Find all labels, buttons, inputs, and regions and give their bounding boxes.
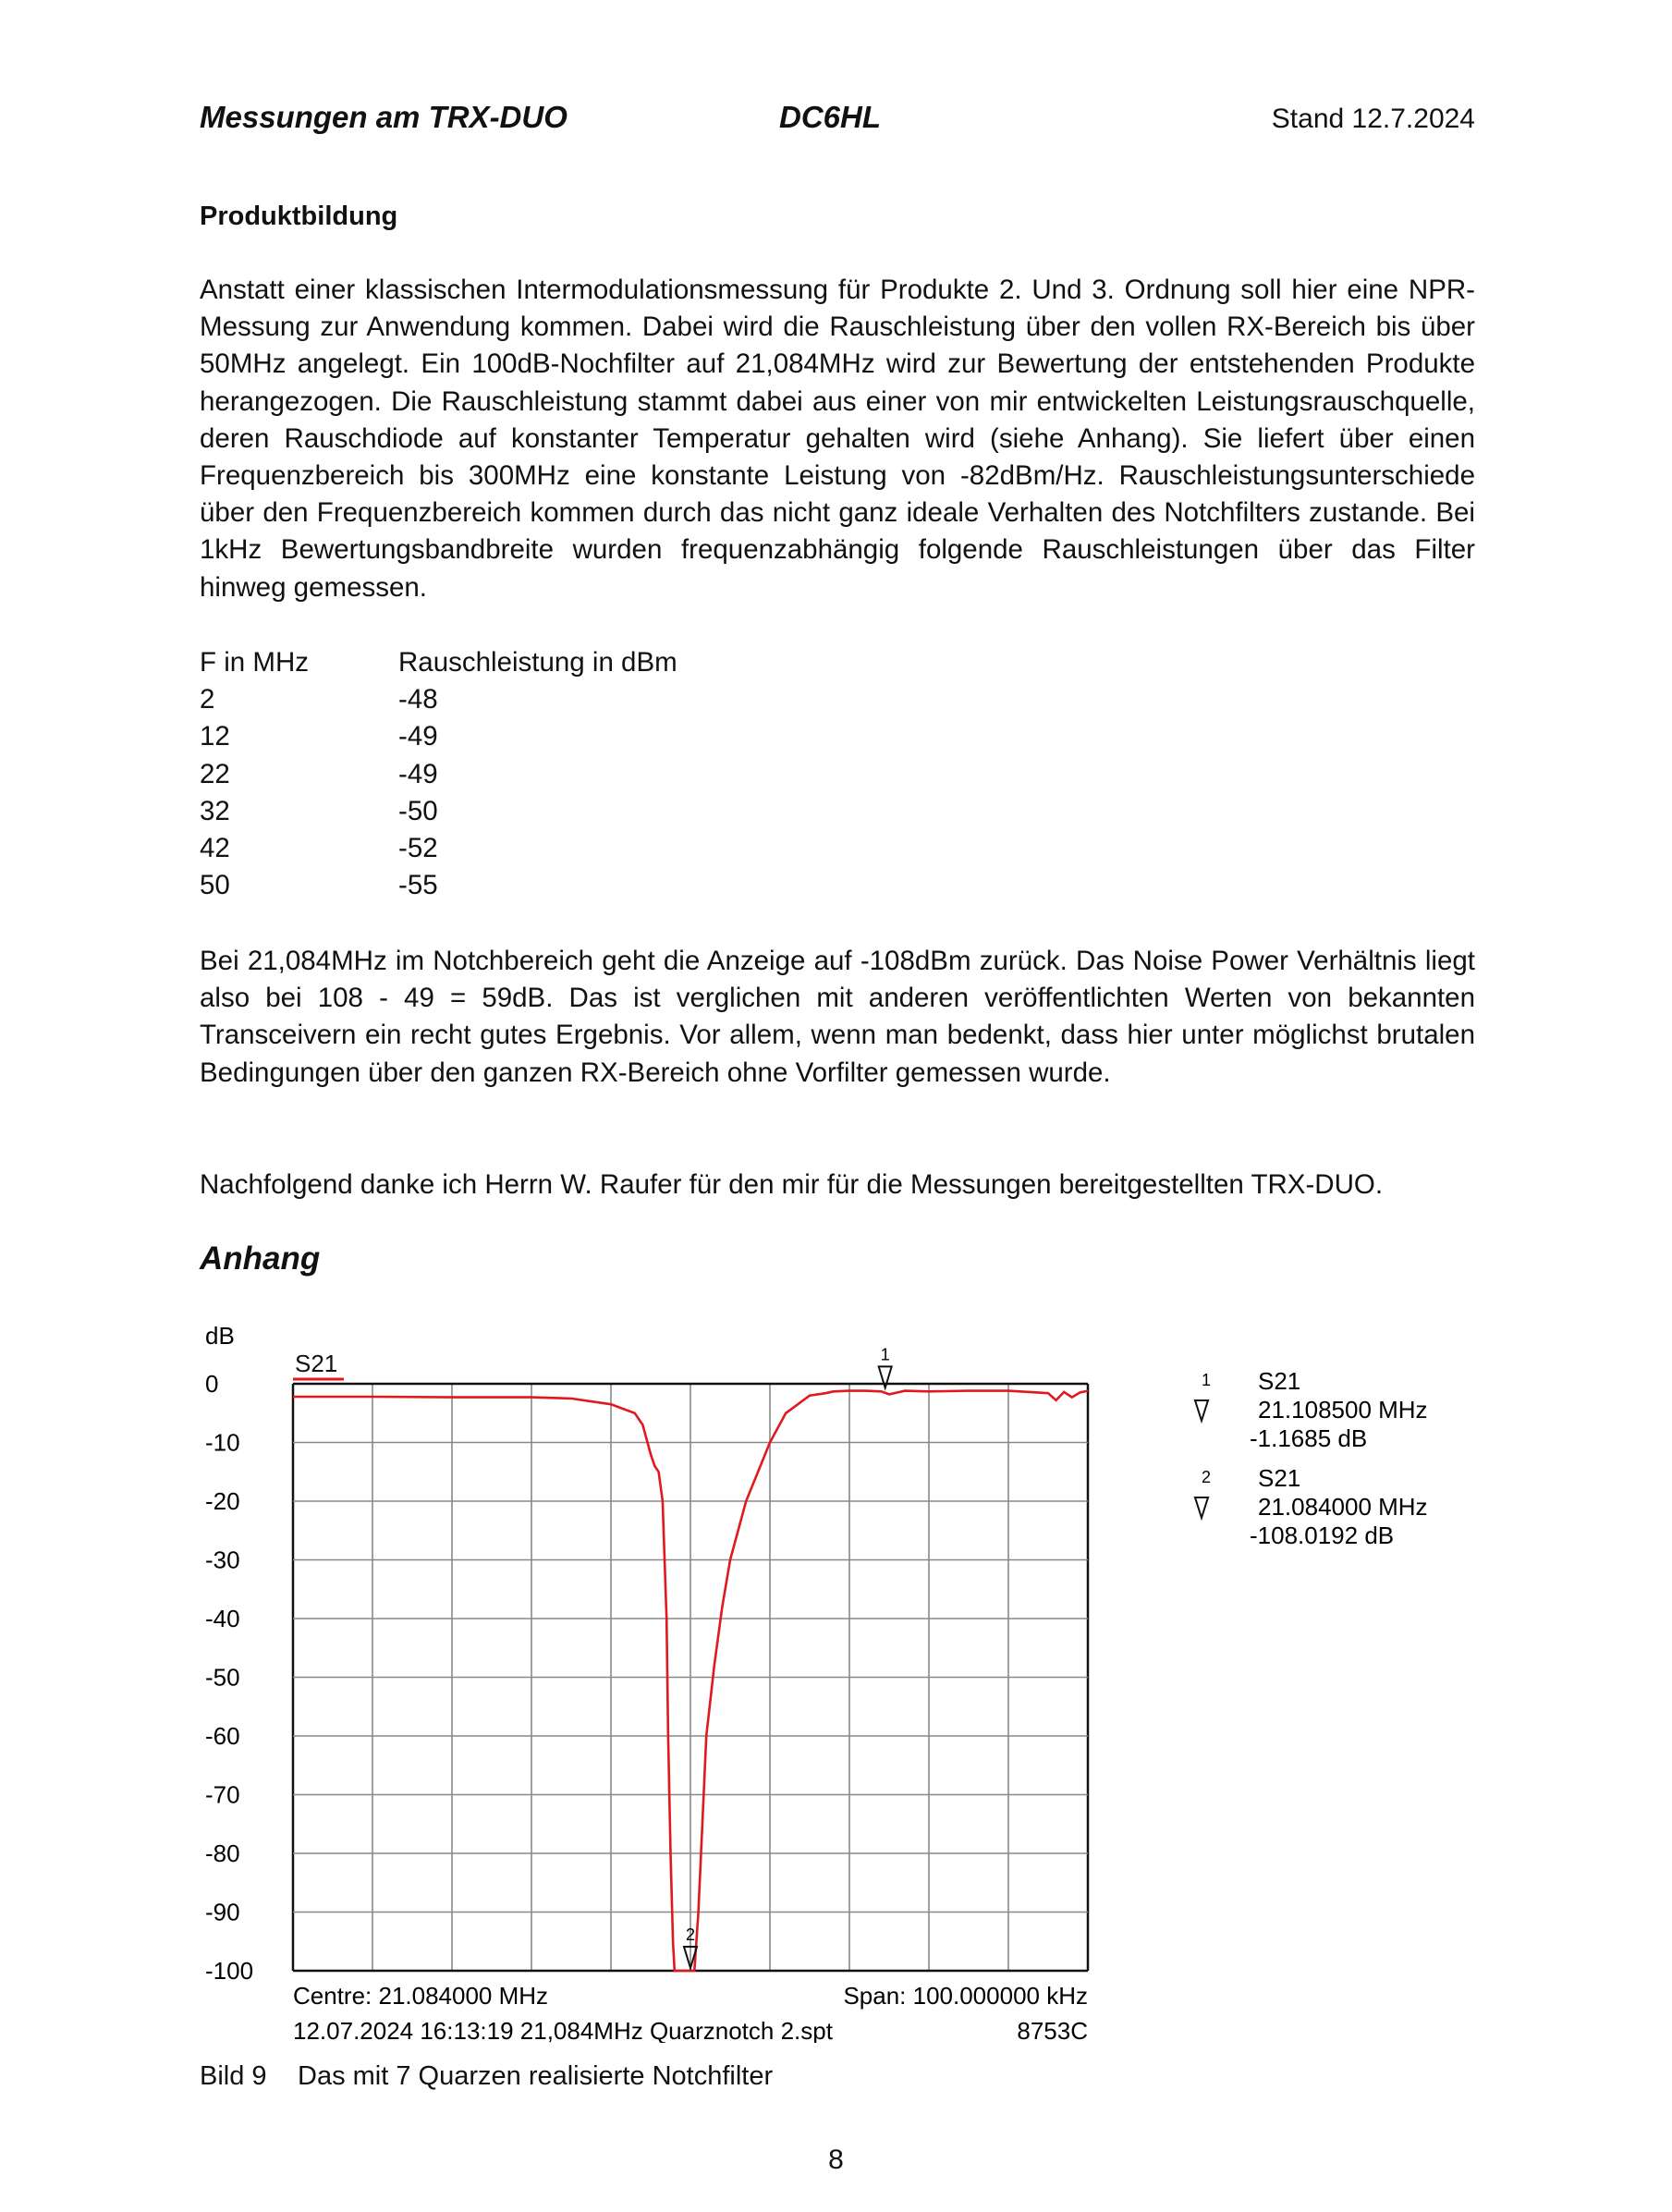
figure-caption-text: Das mit 7 Quarzen realisierte Notchfilter: [298, 2061, 774, 2091]
marker-1-label: 1: [880, 1345, 890, 1364]
table-cell-noise-power: -52: [398, 832, 438, 863]
y-tick-labels: [205, 1370, 253, 1985]
paragraph-intro-text: Anstatt einer klassischen Intermodulationsmessung für Produkte 2. Und 3. Ordnung soll hier eine NPR-Messung zur Anwendung kommen. Dabei wird die Rauschleistung über den vollen RX-Bereich bis über 50MHz angelegt. Ein 100dB-Nochfilter auf 21,084MHz wird zur Bewertung der entstehenden Produkte herangezogen. Die Rauschleistung stammt dabei aus einer von mir entwickelten Leistungsrauschquelle, deren Rauschdiode auf konstanter Temperatur gehalten wird (siehe Anhang). Sie liefert über einen Frequenzbereich bis 300MHz eine konstante Leistung von -82dBm/Hz. Rauschleistungsunterschiede über den Frequenzbereich kommen durch das nicht ganz ideale Verhalten des Notchfilters zustande. Bei 1kHz Bewertungsbandbreite wurden frequenzabhängig folgende Rauschleistungen über das Filter hinweg gemessen.: [200, 275, 1475, 603]
table-row: [200, 756, 847, 793]
marker-2-readout-value: -108.0192 dB: [1250, 1522, 1395, 1549]
paragraph-intro: [200, 272, 1475, 606]
marker-1-readout-value: -1.1685 dB: [1250, 1424, 1368, 1452]
y-tick-label: -70: [205, 1780, 240, 1809]
table-row: [200, 681, 847, 718]
centre-frequency: Centre: 21.084000 MHz: [293, 1982, 549, 2010]
paragraph-result-text: Bei 21,084MHz im Notchbereich geht die Anzeige auf -108dBm zurück. Das Noise Power Verhältnis liegt also bei 108 - 49 = 59dB. Das ist verglichen mit anderen veröffentlichten Werten von bekannten Transceivern ein recht gutes Ergebnis. Vor allem, wenn man bedenkt, dass hier unter möglichst brutalen Bedingungen über den ganzen RX-Bereich ohne Vorfilter gemessen wurde.: [200, 946, 1475, 1088]
marker-2-label: 2: [685, 1925, 696, 1944]
y-tick-label: -20: [205, 1487, 240, 1515]
file-info: 12.07.2024 16:13:19 21,084MHz Quarznotch 2.spt: [293, 2017, 833, 2043]
y-tick-label: -100: [205, 1957, 254, 1985]
table-row: [200, 793, 847, 830]
marker-1-readout-freq: 21.108500 MHz: [1258, 1396, 1428, 1424]
table-cell-frequency: 42: [200, 832, 230, 863]
marker-2-readout-icon: [1195, 1497, 1208, 1518]
y-tick-label: 0: [205, 1370, 219, 1398]
instrument-model: 8753C: [1017, 2017, 1088, 2043]
table-cell-frequency: 12: [200, 721, 230, 752]
table-cell-frequency: 50: [200, 870, 230, 901]
section-title: Produktbildung: [200, 202, 398, 231]
table-cell-noise-power: -49: [398, 758, 438, 789]
marker-2-readout-trace: S21: [1258, 1464, 1301, 1492]
figure-caption-number: Bild 9: [200, 2061, 267, 2091]
y-tick-label: -30: [205, 1546, 240, 1574]
paragraph-result: [200, 943, 1475, 1092]
table-body: [200, 644, 847, 904]
y-tick-label: -50: [205, 1663, 240, 1692]
callsign: DC6HL: [779, 100, 882, 134]
y-tick-label: -90: [205, 1898, 240, 1926]
table-header-row: [200, 644, 847, 681]
table-cell-noise-power: Rauschleistung in dBm: [398, 647, 677, 678]
table-cell-noise-power: -48: [398, 684, 438, 715]
notch-filter-chart: [185, 1313, 1479, 2043]
revision-date: Stand 12.7.2024: [1271, 104, 1475, 134]
page-number: 8: [828, 2145, 844, 2175]
paragraph-thanks: Nachfolgend danke ich Herrn W. Raufer für den mir für die Messungen bereitgestellten TRX-DUO.: [200, 1169, 1384, 1200]
table-cell-frequency: 22: [200, 758, 230, 789]
y-axis-label: dB: [205, 1322, 235, 1350]
table-cell-frequency: 32: [200, 795, 230, 826]
table-row: [200, 718, 847, 755]
y-tick-label: -80: [205, 1839, 240, 1867]
table-cell-frequency: F in MHz: [200, 647, 309, 678]
table-row: [200, 867, 847, 904]
marker-2-readout-num: 2: [1202, 1468, 1212, 1486]
table-cell-frequency: 2: [200, 684, 215, 715]
table-cell-noise-power: -55: [398, 870, 438, 901]
table-cell-noise-power: -50: [398, 795, 438, 826]
marker-2-readout-freq: 21.084000 MHz: [1258, 1493, 1428, 1521]
noise-power-table: [200, 644, 847, 904]
marker-1-readout-icon: [1195, 1400, 1208, 1421]
table-cell-noise-power: -49: [398, 721, 438, 752]
y-tick-label: -60: [205, 1722, 240, 1750]
appendix-title: Anhang: [200, 1240, 321, 1277]
chart-grid: [293, 1384, 1088, 1971]
marker-1-readout-trace: S21: [1258, 1367, 1301, 1395]
trace-label: S21: [295, 1350, 338, 1377]
frequency-span: Span: 100.000000 kHz: [843, 1982, 1088, 2010]
marker-1-readout-num: 1: [1202, 1371, 1212, 1389]
marker-readout: [1195, 1367, 1428, 1549]
y-tick-label: -40: [205, 1605, 240, 1632]
table-row: [200, 830, 847, 867]
document-title: Messungen am TRX-DUO: [200, 100, 568, 134]
y-tick-label: -10: [205, 1428, 240, 1457]
